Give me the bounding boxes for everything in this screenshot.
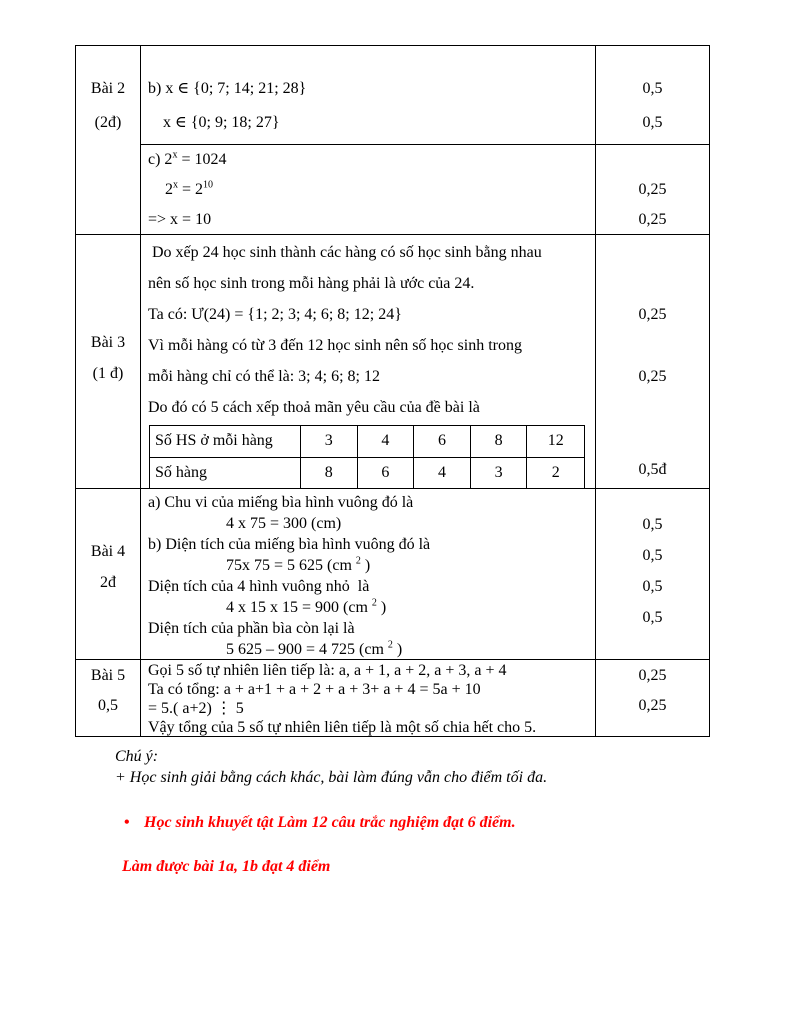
bai2-label: Bài 2	[90, 80, 126, 97]
bai3-line: Vì mỗi hàng có từ 3 đến 12 học sinh nên số học sinh trong	[148, 337, 522, 354]
bai2-scores-b	[596, 46, 709, 144]
bai5-label: Bài 5	[90, 667, 126, 684]
text-run: )	[360, 557, 371, 574]
bai4-line	[148, 639, 595, 659]
arrangement-table-row1	[150, 426, 584, 457]
score-value: 0,25	[638, 368, 667, 385]
score-spacer	[596, 268, 709, 299]
text-run: 4 x 15 x 15 = 900 (cm	[226, 599, 372, 616]
inner-cell: 4	[358, 426, 415, 457]
bai3-line: Do xếp 24 học sinh thành các hàng có số học sinh bằng nhau	[148, 244, 542, 261]
inner-cell: 3	[471, 457, 528, 488]
score-spacer	[596, 423, 709, 454]
inner-cell: 2	[527, 457, 584, 488]
text-run: 2	[165, 181, 173, 198]
bai4-label: Bài 4	[90, 543, 126, 560]
bai4-line: Diện tích của 4 hình vuông nhỏ là	[148, 578, 370, 595]
inner-cell: Số hàng	[150, 457, 301, 488]
bai3-label: Bài 3	[90, 334, 126, 351]
bai5-line: = 5.( a+2) ⋮ 5	[148, 700, 244, 717]
inner-cell: Số HS ở mỗi hàng	[150, 426, 301, 457]
bai2-line-c1	[148, 145, 595, 175]
score-spacer	[596, 237, 709, 268]
bai2-line-b1: b) x ∈ {0; 7; 14; 21; 28}	[148, 80, 307, 97]
text-run: c) 2	[148, 151, 173, 168]
bai5-points: 0,5	[98, 697, 118, 714]
row-bai4	[76, 488, 709, 659]
score-value: 0,25	[638, 667, 667, 684]
score-value: 0,25	[638, 697, 667, 714]
text-run: = 2	[178, 181, 204, 198]
score-spacer	[596, 392, 709, 423]
text-run: )	[376, 599, 387, 616]
text-run: 5 625 – 900 = 4 725 (cm	[226, 641, 388, 658]
note-disability-line1	[98, 790, 718, 856]
superscript: 10	[203, 179, 214, 191]
bai2-scores-c	[596, 144, 709, 234]
row-bai5	[76, 659, 709, 736]
bai3-line: Ta có: Ư(24) = {1; 2; 3; 4; 6; 8; 12; 24}	[148, 306, 402, 323]
superscript: x	[172, 149, 178, 161]
score-spacer	[596, 145, 709, 175]
row-bai2-part-c	[76, 144, 709, 234]
notes-section	[98, 746, 718, 878]
bai4-line	[148, 555, 595, 576]
superscript: x	[173, 179, 178, 191]
bai2-line-c3: => x = 10	[148, 211, 212, 228]
score-value: 0,5	[642, 516, 663, 533]
row-bai2-part-b	[76, 46, 709, 144]
bullet-icon: •	[124, 814, 130, 831]
bai2-content-b	[141, 46, 596, 144]
bai4-label-cell	[76, 488, 141, 659]
inner-cell: 8	[471, 426, 528, 457]
note-chu-y: Chú ý:	[115, 748, 159, 765]
bai2-label-cell	[76, 46, 141, 144]
inner-cell: 6	[358, 457, 415, 488]
bai4-points: 2đ	[100, 574, 116, 591]
bai3-scores	[596, 234, 709, 488]
inner-cell: 8	[301, 457, 358, 488]
arrangement-table	[149, 425, 585, 488]
superscript: 2	[387, 639, 393, 651]
bai4-line: a) Chu vi của miếng bìa hình vuông đó là	[148, 494, 414, 511]
bai3-line: mỗi hàng chỉ có thể là: 3; 4; 6; 8; 12	[148, 368, 380, 385]
score-value: 0,5	[642, 114, 663, 131]
superscript: 2	[371, 597, 377, 609]
note-disability-text: Học sinh khuyết tật Làm 12 câu trắc nghiệm đạt 6 điểm.	[144, 814, 516, 831]
score-value: 0,5	[642, 578, 663, 595]
bai3-label-cell	[76, 234, 141, 488]
bai4-content	[141, 488, 596, 659]
note-disability-line2: Làm được bài 1a, 1b đạt 4 điểm	[122, 858, 331, 875]
inner-cell: 12	[547, 432, 564, 449]
score-spacer	[596, 330, 709, 361]
bai4-scores	[596, 488, 709, 659]
score-value: 0,25	[638, 211, 667, 228]
bai3-points: (1 đ)	[92, 365, 124, 382]
text-run: 75x 75 = 5 625 (cm	[226, 557, 356, 574]
score-value: 0,5	[642, 547, 663, 564]
bai5-line: Ta có tổng: a + a+1 + a + 2 + a + 3+ a + 4 = 5a + 10	[148, 681, 481, 698]
inner-cell: 4	[414, 457, 471, 488]
answer-key-table	[75, 45, 710, 737]
bai5-label-cell	[76, 659, 141, 736]
bai5-content	[141, 659, 596, 736]
bai2-line-c2	[148, 175, 595, 205]
bai4-line: 4 x 75 = 300 (cm)	[226, 515, 342, 532]
bai3-line: Do đó có 5 cách xếp thoả mãn yêu cầu của đề bài là	[148, 399, 480, 416]
bai2-points: (2đ)	[94, 114, 122, 131]
row-bai3	[76, 234, 709, 488]
text-run: )	[392, 641, 403, 658]
score-value: 0,5	[642, 80, 663, 97]
inner-cell: 3	[301, 426, 358, 457]
bai4-line: b) Diện tích của miếng bìa hình vuông đó là	[148, 536, 431, 553]
bai3-content	[141, 234, 596, 488]
score-value: 0,5đ	[638, 461, 667, 478]
note-alt-method: + Học sinh giải bằng cách khác, bài làm đúng vẫn cho điểm tối đa.	[115, 769, 548, 786]
score-value: 0,25	[638, 306, 667, 323]
superscript: 2	[355, 555, 361, 567]
bai5-line: Gọi 5 số tự nhiên liên tiếp là: a, a + 1, a + 2, a + 3, a + 4	[148, 662, 507, 679]
inner-cell: 6	[414, 426, 471, 457]
bai2-line-b2: x ∈ {0; 9; 18; 27}	[163, 114, 280, 131]
text-run: = 1024	[177, 151, 227, 168]
arrangement-table-row2	[150, 457, 584, 488]
bai5-scores	[596, 659, 709, 736]
bai2-label-cell-empty	[76, 144, 141, 234]
bai4-line	[148, 597, 595, 618]
bai4-line: Diện tích của phần bìa còn lại là	[148, 620, 355, 637]
bai5-line: Vậy tổng của 5 số tự nhiên liên tiếp là một số chia hết cho 5.	[148, 719, 537, 736]
bai3-line: nên số học sinh trong mỗi hàng phải là ước của 24.	[148, 275, 475, 292]
bai2-content-c	[141, 144, 596, 234]
score-value: 0,25	[638, 181, 667, 198]
score-value: 0,5	[642, 609, 663, 626]
